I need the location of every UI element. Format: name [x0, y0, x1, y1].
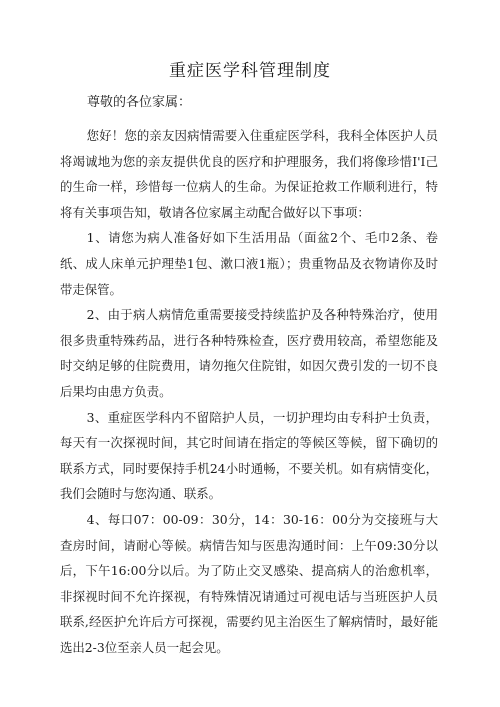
greeting-line: 尊敬的各位家属： [87, 95, 192, 110]
document-body [60, 123, 438, 660]
document-title: 重症医学科管理制度 [169, 61, 331, 81]
paragraph-item-1: 1、请您为病人准备好如下生活用品（面盆2个、毛巾2条、卷纸、成人床单元护理垫1包、漱口液1瓶）；贵重物品及衣物请你及时带走保管。 [60, 230, 438, 297]
paragraph-item-2: 2、由于病人病情危重需要接受持续监护及各种特殊治疗，使用很多贵重特殊药品，进行各种特殊检查，医疗费用较高，希望您能及时交纳足够的住院费用，请勿拖欠住院钳，如因欠费引发的一切不良后果均由患方负责。 [60, 307, 438, 399]
paragraph-item-3: 3、重症医学科内不留陪护人员，一切护理均由专科护士负责，每天有一次探视时间，其它时间请在指定的等候区等候，留下确切的联系方式，同时要保持手机24小时通畅，不要关机。如有病情变化，我们会随时与您沟通、联系。 [60, 409, 438, 502]
paragraph-item-4: 4、每口07：00-09：30分，14：30-16：00分为交接班与大查房时间，请耐心等候。病情告知与医患沟通时间：上午09:30分以后，下午16:00分以后。为了防止交叉感染、提高病人的治愈机率，非探视时间不允许探视，有特殊情况请通过可视电话与当班医护人员联系,经医护允许后方可探视，需要约见主治医生了解病情时，最好能选出2-3位至亲人员一起会见。 [60, 511, 438, 655]
paragraph-intro: 您好！您的亲友因病情需要入住重症医学科，我科全体医护人员将竭诚地为您的亲友提供优良的医疗和护理服务，我们将像珍惜I'I己的生命一样，珍惜每一位病人的生命。为保证抢救工作顺利进行，特将有关事项告知，敬请各位家属主动配合做好以下事项： [60, 128, 438, 220]
